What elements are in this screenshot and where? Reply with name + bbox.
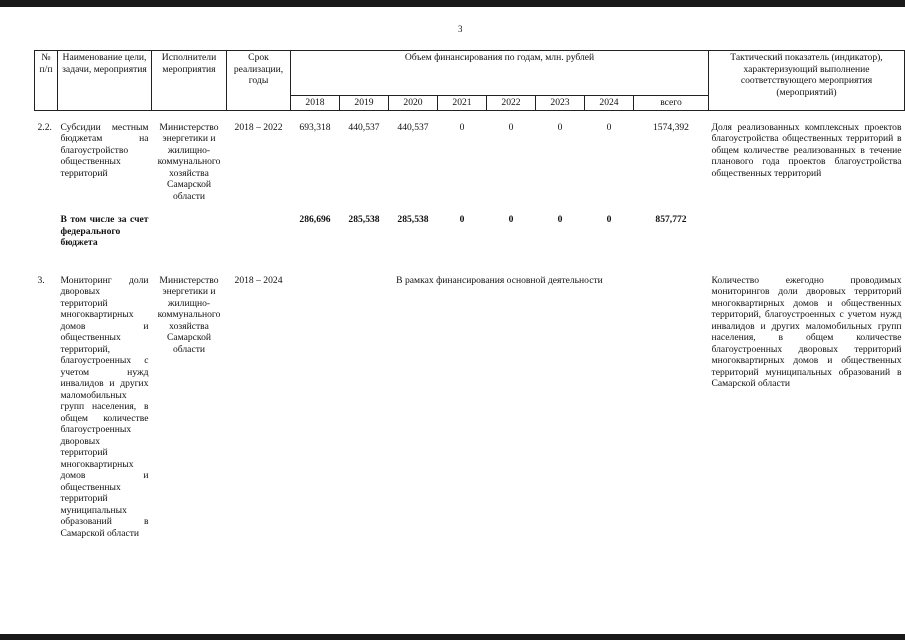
row-name: Субсидии местным бюджетам на благоустройство общественных территорий (60, 121, 149, 179)
header-funding: Объем финансирования по годам, млн. рублей (291, 51, 709, 96)
scan-top-border (0, 0, 905, 7)
value-2022: 0 (508, 214, 514, 225)
value-2020: 440,537 (397, 121, 429, 133)
value-2021: 0 (459, 121, 465, 133)
table-row (35, 274, 905, 541)
row-name: В том числе за счет федерального бюджета (60, 214, 149, 248)
value-2023: 0 (557, 214, 563, 225)
value-2018: 693,318 (299, 121, 331, 133)
value-total: 1574,392 (653, 121, 689, 133)
value-2024: 0 (606, 214, 612, 225)
row-term: 2018 – 2024 (234, 274, 283, 286)
header-name: Наименование цели, задачи, мероприятия (58, 51, 152, 111)
row-term: 2018 – 2022 (234, 121, 283, 133)
table-row-federal (35, 213, 905, 250)
row-executors: Министерство энергетики и жилищно-коммунального хозяйства Самарской области (157, 274, 221, 355)
header-indicator: Тактический показатель (индикатор), характеризующий выполнение соответствующего мероприятия (мероприятий) (709, 51, 905, 111)
header-year-2022: 2022 (487, 96, 536, 111)
table-row (35, 121, 905, 204)
row-name: Мониторинг доли дворовых территорий многоквартирных домов и общественных территорий, благоустроенных с учетом нужд инвалидов и других маломобильных групп населения, в общем количестве благоустроенных дворовых территорий многоквартирных домов и общественных территорий муниципальных образований в Самарской области (60, 274, 149, 539)
value-2024: 0 (606, 121, 612, 133)
header-term: Срок реализации, годы (227, 51, 291, 111)
header-year-2019: 2019 (340, 96, 389, 111)
value-total: 857,772 (655, 214, 687, 225)
value-2019: 440,537 (348, 121, 380, 133)
value-2022: 0 (508, 121, 514, 133)
header-num: № п/п (35, 51, 58, 111)
row-indicator: Доля реализованных комплексных проектов благоустройства общественных территорий в общем количестве реализованных в течение планового года проектов благоустройства общественных территорий (711, 121, 902, 179)
value-2019: 285,538 (348, 214, 380, 225)
row-funding-note: В рамках финансирования основной деятельности (396, 274, 603, 286)
header-year-2023: 2023 (536, 96, 585, 111)
value-2020: 285,538 (397, 214, 429, 225)
header-executors: Исполнители мероприятия (152, 51, 227, 111)
measures-table (34, 50, 905, 540)
header-year-2020: 2020 (389, 96, 438, 111)
value-2023: 0 (557, 121, 563, 133)
header-total: всего (634, 96, 709, 111)
scan-bottom-border (0, 634, 905, 640)
row-num: 2.2. (37, 121, 52, 133)
page-number: 3 (458, 24, 463, 34)
header-year-2024: 2024 (585, 96, 634, 111)
header-row (35, 51, 905, 96)
value-2021: 0 (459, 214, 465, 225)
row-indicator: Количество ежегодно проводимых мониторингов доли дворовых территорий многоквартирных домов и общественных территорий, благоустроенных с учетом нужд инвалидов и других маломобильных групп населения, в общем количестве благоустроенных дворовых территорий многоквартирных домов и общественных территорий муниципальных образований в Самарской области (711, 274, 902, 389)
header-year-2021: 2021 (438, 96, 487, 111)
header-year-2018: 2018 (291, 96, 340, 111)
row-num: 3. (37, 274, 45, 286)
row-executors: Министерство энергетики и жилищно-коммунального хозяйства Самарской области (157, 121, 221, 202)
value-2018: 286,696 (299, 214, 331, 225)
